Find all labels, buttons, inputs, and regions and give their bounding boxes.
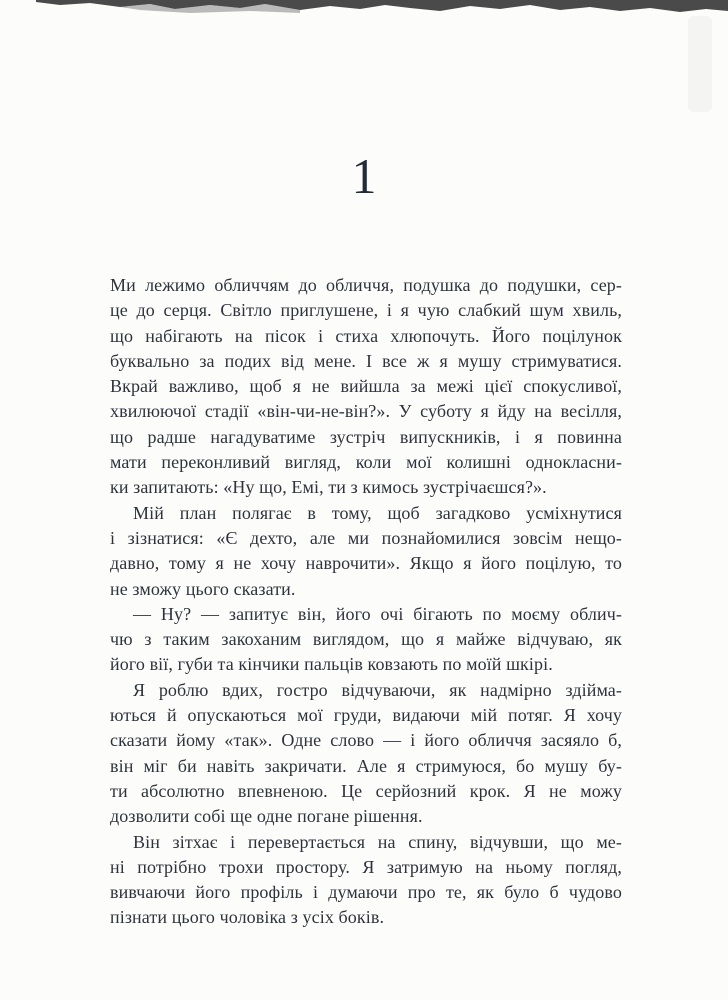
torn-edge-scan-artifact [0,0,728,16]
text-line: ти абсолютно впевненою. Це серйозний крок. Я не можу [110,780,622,801]
text-line: що радше нагадуватиме зустріч випускників, і я повинна [110,426,622,447]
text-line: буквально за подих від мене. І все ж я мушу стримуватися. [110,350,622,371]
text-line: його вії, губи та кінчики пальців ковзають по моїй шкірі. [110,654,553,675]
text-line: давно, тому я не хочу наврочити». Якщо я його поцілую, то [110,553,622,574]
text-line: Вкрай важливо, щоб я не вийшла за межі цієї спокусливої, [110,376,622,397]
text-line: — Ну? — запитує він, його очі бігають по моєму облич- [133,603,622,624]
text-line: дозволити собі ще одне погане рішення. [110,806,423,827]
text-line: і зізнатися: «Є дехто, але ми познайомилися зовсім нещо- [110,527,622,548]
text-line: ки запитають: «Ну що, Емі, ти з кимось зустрічаєшся?». [110,477,547,498]
text-line: хвилюючої стадії «він-чи-не-він?». У суботу я йду на весілля, [110,401,622,422]
text-line: Мій план полягає в тому, щоб загадково усміхнутися [133,502,622,523]
text-line: Я роблю вдих, гостро відчуваючи, як надмірно здійма- [133,679,622,700]
text-line: ються й опускаються мої груди, видаючи мій потяг. Я хочу [110,705,622,726]
text-line: мати переконливий вигляд, коли мої колишні однокласни- [110,452,622,473]
text-line: він міг би навіть закричати. Але я стримуюся, бо мушу бу- [110,755,622,776]
text-line: Ми лежимо обличчям до обличчя, подушка до подушки, сер- [110,275,622,295]
text-line: це до серця. Світло приглушене, і я чую слабкий шум хвиль, [110,300,622,321]
chapter-number: 1 [351,148,377,204]
scan-smudge-artifact [688,16,712,112]
text-line: пізнати цього чоловіка з усіх боків. [110,907,385,928]
text-line: не зможу цього сказати. [110,578,296,599]
text-line: чю з таким закоханим виглядом, що я майже відчуваю, як [110,629,622,650]
body-text [110,273,622,931]
text-line: ні потрібно трохи простору. Я затримую на ньому погляд, [110,856,622,877]
text-line: що набігають на пісок і стиха хлюпочуть. Його поцілунок [110,325,622,346]
text-line: вивчаючи його профіль і думаючи про те, як було б чудово [110,882,622,903]
text-line: сказати йому «так». Одне слово — і його обличчя засяяло б, [110,730,622,751]
text-line: Він зітхає і перевертається на спину, відчувши, що ме- [133,831,622,852]
